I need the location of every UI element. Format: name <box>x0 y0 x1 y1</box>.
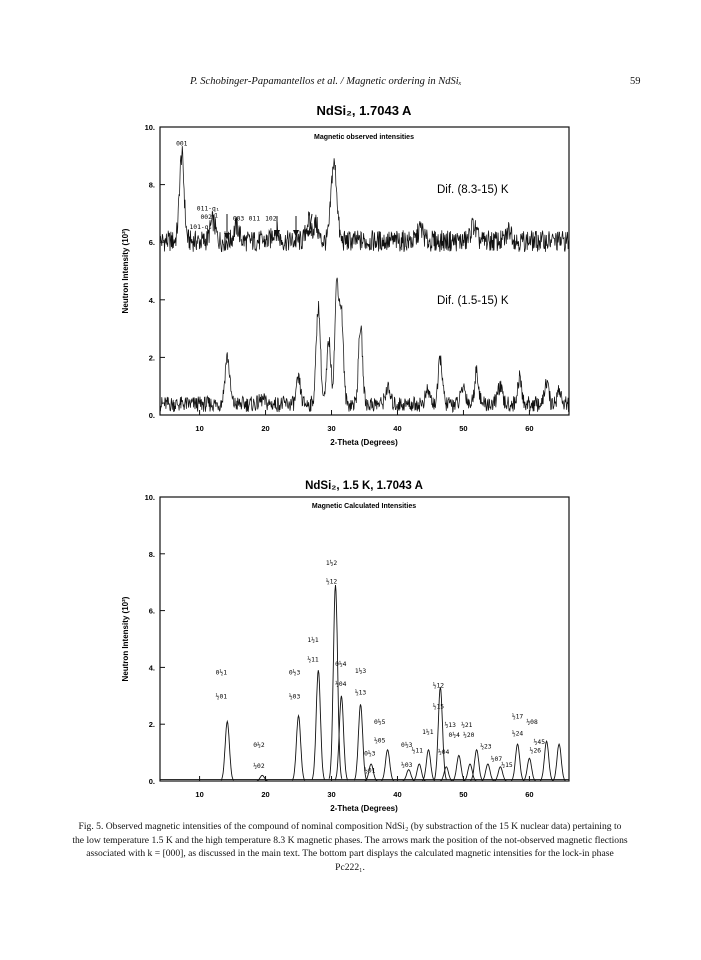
peak-annotation: 011 <box>248 215 261 223</box>
peak-annotation: ½24 <box>511 730 524 738</box>
x-tick-label: 60 <box>525 424 534 433</box>
peak-annotation: 0½3 <box>364 750 376 758</box>
peak-annotation: ½11 <box>411 747 423 755</box>
peak-annotation: 0½4 <box>335 660 347 668</box>
x-tick-label: 10 <box>195 424 204 433</box>
peak-annotation: ½11 <box>307 656 319 664</box>
peak-annotation: 001 <box>176 140 188 148</box>
x-tick-label: 10 <box>195 790 204 799</box>
y-axis-label: Neutron Intensity (10²) <box>121 228 130 314</box>
y-axis-label: Neutron Intensity (10²) <box>121 596 130 682</box>
y-tick-label: 8. <box>148 549 155 559</box>
peak-annotation: ½45 <box>533 739 546 747</box>
peak-annotation: 003 <box>232 215 245 223</box>
chart-title: NdSi₂, 1.7043 A <box>316 103 412 118</box>
chart-subtitle: Magnetic Calculated Intensities <box>311 503 417 510</box>
page-number: 59 <box>630 76 641 87</box>
running-title: P. Schobinger-Papamantellos et al. / Magnetic ordering in NdSiₓ <box>190 76 462 87</box>
y-tick-label: 2. <box>148 353 155 363</box>
x-tick-label: 20 <box>261 790 270 799</box>
peak-annotation: ½03 <box>288 693 301 701</box>
peak-annotation: 0½5 <box>373 719 386 727</box>
peak-annotation: 1 <box>214 212 218 220</box>
observed-intensities-chart <box>121 103 569 447</box>
calculated-peak <box>312 670 325 780</box>
peak-annotation: 011-q₁ <box>196 205 220 213</box>
peak-annotation: 0½2 <box>253 741 265 749</box>
calculated-peak <box>381 750 394 781</box>
peak-annotation: 1½1 <box>422 729 434 737</box>
peak-annotation: ½04 <box>437 749 450 757</box>
calculated-peak <box>470 750 483 781</box>
peak-annotation: ½13 <box>444 722 456 730</box>
calculated-peak <box>335 696 348 780</box>
calculated-peak <box>511 744 524 781</box>
peak-annotation: ½04 <box>335 680 347 688</box>
peak-annotation: ½12 <box>432 682 445 690</box>
calculated-peak <box>292 716 305 781</box>
x-tick-label: 30 <box>327 424 336 433</box>
calculated-peak <box>256 775 269 781</box>
calculated-peak <box>482 764 495 781</box>
peak-annotation: ½15 <box>501 761 513 769</box>
calculated-peak <box>221 721 234 780</box>
calculated-peak <box>422 750 435 781</box>
calculated-peak <box>434 687 447 780</box>
peak-annotation: ½20 <box>463 731 475 739</box>
peak-annotation: ½08 <box>526 719 538 727</box>
peak-annotation: ½01 <box>215 693 228 701</box>
y-tick-label: 0. <box>148 777 155 786</box>
calculated-peak <box>553 744 566 781</box>
peak-annotation: 1½1 <box>307 636 319 644</box>
peak-annotation: 0½1 <box>215 669 228 677</box>
x-tick-label: 50 <box>459 424 468 433</box>
plot-frame <box>160 127 569 415</box>
x-tick-label: 30 <box>327 790 336 799</box>
calculated-intensities-chart <box>121 480 569 813</box>
peak-annotation: 101-q₂ <box>189 224 213 232</box>
peak-annotation: ½12 <box>325 578 338 586</box>
peak-annotation: ½21 <box>461 722 473 730</box>
running-head <box>0 76 701 92</box>
arrow-head-011 <box>293 230 299 237</box>
y-tick-label: 6. <box>148 238 155 248</box>
series-label-low-temp: Dif. (1.5-15) K <box>437 295 509 307</box>
peak-annotation: ½05 <box>373 737 386 745</box>
peak-annotation: ½26 <box>529 747 542 755</box>
peak-annotation: ½01 <box>364 767 376 775</box>
x-tick-label: 60 <box>525 790 534 799</box>
plot-frame <box>160 497 569 781</box>
peak-annotation: 002 <box>200 214 212 222</box>
peak-annotation: 1½2 <box>325 560 338 568</box>
y-tick-label: 8. <box>148 180 155 190</box>
x-tick-label: 50 <box>459 790 468 799</box>
x-axis-label: 2-Theta (Degrees) <box>330 804 398 813</box>
caption-text: Fig. 5. Observed magnetic intensities of the compound of nominal composition NdSi₂ (by substraction of the 15 K nuclear data) pertaining to the low temperature 1.5 K and the high temperature 8.3 K magnetic phases. The arrows mark the position of the not-observed magnetic flections associated with k = [000], as discussed in the main text. The bottom part displays the calculated magnetic intensities for the lock-in phase Pc222₁. <box>72 821 628 873</box>
peak-annotation: ½17 <box>511 713 524 721</box>
y-tick-label: 10. <box>144 123 155 132</box>
y-tick-label: 2. <box>148 720 155 730</box>
peak-annotation: ½07 <box>490 756 503 764</box>
peak-annotation: ½15 <box>432 703 445 711</box>
calculated-peak <box>494 767 507 781</box>
peak-annotation: 0½4 <box>448 731 460 739</box>
peak-annotation: ½02 <box>253 763 265 771</box>
series-label-high-temp: Dif. (8.3-15) K <box>437 184 509 196</box>
calculated-peak <box>464 764 477 781</box>
peak-annotation: ½03 <box>401 761 413 769</box>
series-line-high-temp <box>160 146 569 252</box>
calculated-peak <box>540 741 553 780</box>
y-tick-label: 4. <box>148 663 155 673</box>
y-tick-label: 4. <box>148 295 155 305</box>
figure-caption <box>72 820 628 874</box>
peak-annotation: 102 <box>265 215 277 223</box>
x-tick-label: 40 <box>393 424 402 433</box>
y-tick-label: 6. <box>148 606 155 616</box>
peak-annotation: ½23 <box>480 743 492 751</box>
peak-annotation: 0½3 <box>401 741 413 749</box>
figure <box>0 95 701 815</box>
chart-title: NdSi₂, 1.5 K, 1.7043 A <box>305 480 423 492</box>
x-axis-label: 2-Theta (Degrees) <box>330 438 398 447</box>
x-tick-label: 40 <box>393 790 402 799</box>
peak-annotation: ½13 <box>354 689 367 697</box>
peak-annotation: 1½3 <box>354 668 367 676</box>
calculated-peak <box>453 755 466 780</box>
peak-annotation: 0½3 <box>288 669 301 677</box>
x-tick-label: 20 <box>261 424 270 433</box>
y-tick-label: 0. <box>148 411 155 420</box>
y-tick-label: 10. <box>144 493 155 502</box>
chart-subtitle: Magnetic observed intensities <box>314 134 414 141</box>
